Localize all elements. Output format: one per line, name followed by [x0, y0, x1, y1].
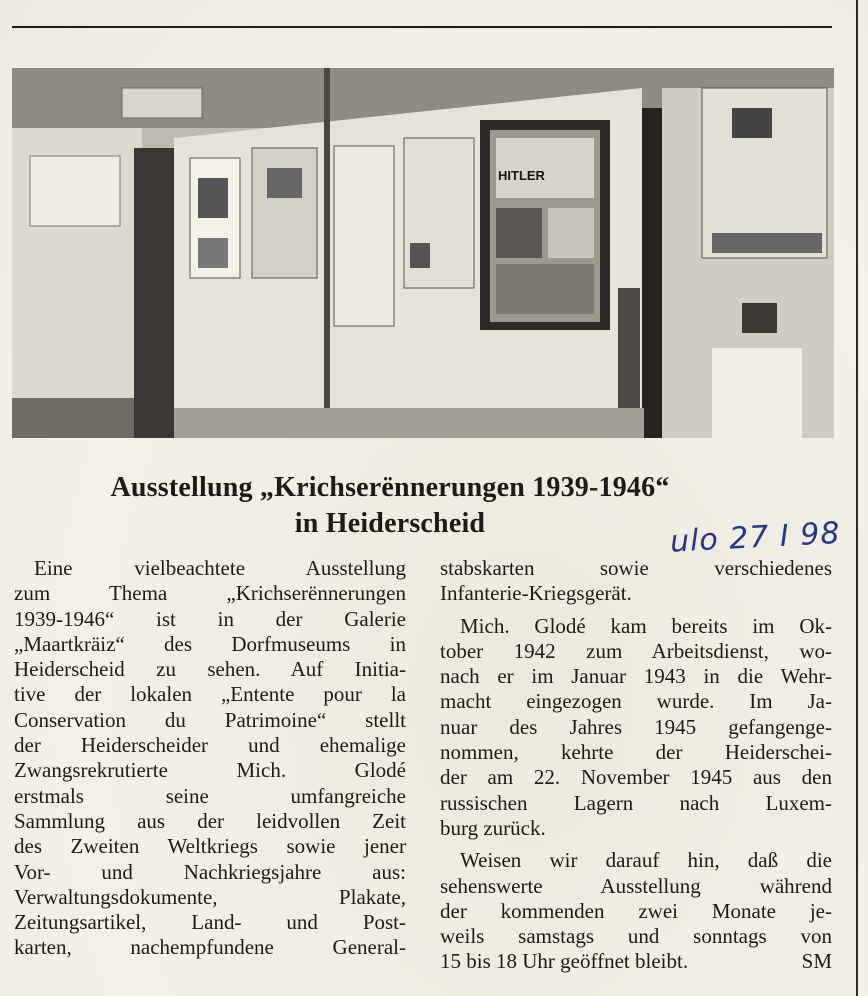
- text-line: tober 1942 zum Arbeitsdienst, wo-: [440, 638, 832, 663]
- exhibition-photo-drawing: [12, 68, 834, 438]
- text-line: Conservation du Patrimoine“ stellt: [14, 707, 406, 732]
- text-line: Vor- und Nachkriegsjahre aus:: [14, 859, 406, 884]
- text-line: burg zurück.: [440, 815, 546, 840]
- text-line: Mich. Glodé kam bereits im Ok-: [460, 613, 832, 638]
- article-column-left: [14, 556, 406, 961]
- article-column-right: [440, 556, 832, 975]
- text-line: russischen Lagern nach Luxem-: [440, 790, 832, 815]
- text-line: der am 22. November 1945 aus den: [440, 765, 832, 790]
- text-line: Infanterie-Kriegsgerät.: [440, 581, 632, 606]
- text-line: des Zweiten Weltkriegs sowie jener: [14, 834, 406, 859]
- final-sentence: 15 bis 18 Uhr geöffnet bleibt.: [440, 949, 689, 974]
- author-signature: SM: [801, 949, 832, 974]
- paragraph-1-continued: [440, 556, 832, 607]
- text-line: karten, nachempfundene General-: [14, 935, 406, 960]
- text-line: 1939-1946“ ist in der Galerie: [14, 606, 406, 631]
- column-border: [856, 0, 858, 996]
- text-line: nuar des Jahres 1945 gefangenge-: [440, 714, 832, 739]
- headline-line-1: Ausstellung „Krichserënnerungen 1939-1946“: [110, 472, 670, 503]
- paragraph-2: [440, 607, 832, 842]
- poster-text: HITLER: [498, 168, 545, 183]
- closing-line: [440, 949, 832, 974]
- text-line: „Maartkräiz“ des Dorfmuseums in: [14, 631, 406, 656]
- paragraph-3: [440, 841, 832, 949]
- text-line: Weisen wir darauf hin, daß die: [460, 848, 832, 873]
- top-rule: [12, 26, 832, 28]
- text-line: Heiderscheid zu sehen. Auf Initia-: [14, 657, 406, 682]
- handwritten-date-annotation: ulo 27 I 98: [669, 515, 842, 560]
- text-line: nach er im Januar 1943 in die Wehr-: [440, 664, 832, 689]
- text-line: sehenswerte Ausstellung während: [440, 873, 832, 898]
- text-line: stabskarten sowie verschiedenes: [440, 556, 832, 580]
- text-line: der Heiderscheider und ehemalige: [14, 733, 406, 758]
- text-line: Eine vielbeachtete Ausstellung: [34, 556, 406, 580]
- text-line: Zwangsrekrutierte Mich. Glodé: [14, 758, 406, 783]
- text-line: macht eingezogen wurde. Im Ja-: [440, 689, 832, 714]
- text-line: erstmals seine umfangreiche: [14, 783, 406, 808]
- text-line: Zeitungsartikel, Land- und Post-: [14, 910, 406, 935]
- text-line: Sammlung aus der leidvollen Zeit: [14, 808, 406, 833]
- text-line: der kommenden zwei Monate je-: [440, 898, 832, 923]
- text-line: zum Thema „Krichserënnerungen: [14, 581, 406, 606]
- text-line: Verwaltungsdokumente, Plakate,: [14, 884, 406, 909]
- text-line: nommen, kehrte der Heiderschei-: [440, 740, 832, 765]
- exhibition-photo: [12, 68, 834, 438]
- headline-line-2: in Heiderscheid: [294, 508, 486, 539]
- text-line: weils samstags und sonntags von: [440, 924, 832, 949]
- text-line: tive der lokalen „Entente pour la: [14, 682, 406, 707]
- article-headline: [30, 470, 750, 542]
